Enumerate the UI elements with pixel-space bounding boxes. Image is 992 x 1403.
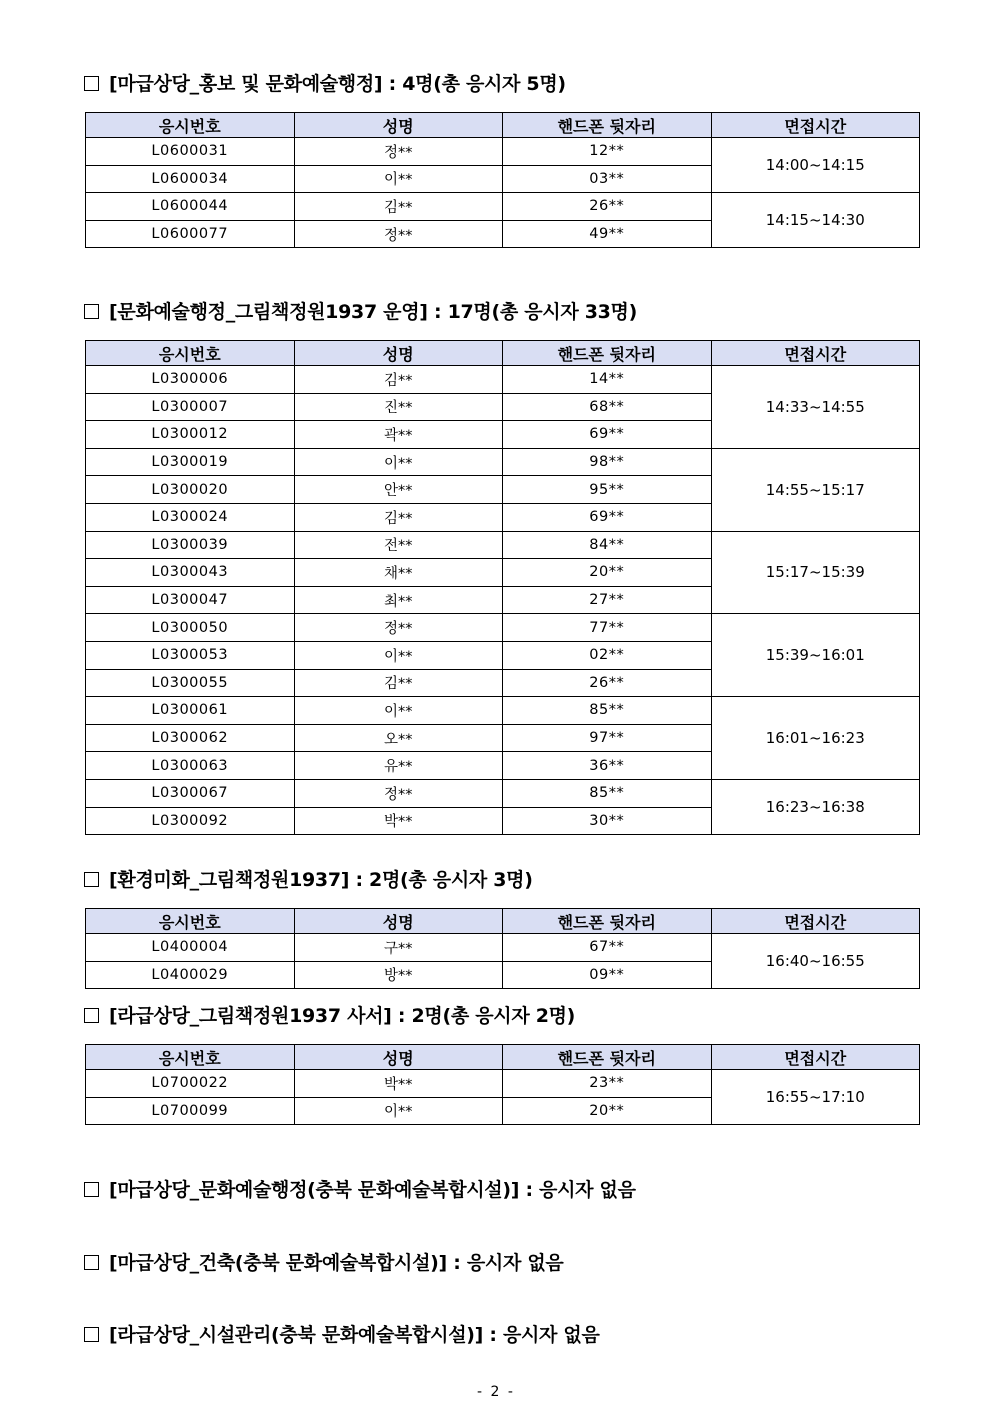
table-row bbox=[86, 138, 920, 166]
table-header-row bbox=[86, 113, 920, 138]
phone-suffix-cell: 26** bbox=[503, 669, 712, 697]
phone-suffix-cell: 49** bbox=[503, 220, 712, 248]
column-header: 핸드폰 뒷자리 bbox=[503, 909, 712, 934]
interview-time-cell: 16:40~16:55 bbox=[711, 934, 920, 989]
applicant-name-cell: 이** bbox=[294, 165, 503, 193]
schedule-table-3 bbox=[85, 908, 920, 989]
phone-suffix-cell: 26** bbox=[503, 193, 712, 221]
applicant-name-cell: 안** bbox=[294, 476, 503, 504]
phone-suffix-cell: 14** bbox=[503, 366, 712, 394]
applicant-name-cell: 방** bbox=[294, 961, 503, 989]
column-header: 핸드폰 뒷자리 bbox=[503, 341, 712, 366]
interview-time-cell: 14:33~14:55 bbox=[711, 366, 920, 449]
section-title-4: [라급상당_그림책정원1937 사서] : 2명(총 응시자 2명) bbox=[84, 1004, 575, 1028]
section-title-2: [문화예술행정_그림책정원1937 운영] : 17명(총 응시자 33명) bbox=[84, 300, 637, 324]
phone-suffix-cell: 23** bbox=[503, 1070, 712, 1098]
applicant-number-cell: L0400029 bbox=[86, 961, 295, 989]
applicant-name-cell: 김** bbox=[294, 503, 503, 531]
no-applicant-title-1: [마급상당_문화예술행정(충북 문화예술복합시설)] : 응시자 없음 bbox=[84, 1178, 636, 1202]
schedule-table-1 bbox=[85, 112, 920, 248]
table-row bbox=[86, 1070, 920, 1098]
section-title-1: [마급상당_홍보 및 문화예술행정] : 4명(총 응시자 5명) bbox=[84, 72, 566, 96]
applicant-name-cell: 최** bbox=[294, 586, 503, 614]
applicant-number-cell: L0300062 bbox=[86, 724, 295, 752]
applicant-number-cell: L0300019 bbox=[86, 448, 295, 476]
phone-suffix-cell: 02** bbox=[503, 641, 712, 669]
applicant-number-cell: L0300006 bbox=[86, 366, 295, 394]
phone-suffix-cell: 68** bbox=[503, 393, 712, 421]
phone-suffix-cell: 30** bbox=[503, 807, 712, 835]
applicant-name-cell: 오** bbox=[294, 724, 503, 752]
column-header: 성명 bbox=[294, 341, 503, 366]
interview-time-cell: 14:55~15:17 bbox=[711, 448, 920, 531]
applicant-number-cell: L0300012 bbox=[86, 421, 295, 449]
table-row bbox=[86, 448, 920, 476]
interview-time-cell: 15:17~15:39 bbox=[711, 531, 920, 614]
applicant-number-cell: L0300061 bbox=[86, 697, 295, 725]
phone-suffix-cell: 77** bbox=[503, 614, 712, 642]
applicant-number-cell: L0600077 bbox=[86, 220, 295, 248]
applicant-name-cell: 정** bbox=[294, 614, 503, 642]
applicant-number-cell: L0300092 bbox=[86, 807, 295, 835]
checkbox-square-icon bbox=[84, 304, 99, 319]
no-applicant-title-2: [마급상당_건축(충북 문화예술복합시설)] : 응시자 없음 bbox=[84, 1251, 563, 1275]
applicant-number-cell: L0300053 bbox=[86, 641, 295, 669]
phone-suffix-cell: 20** bbox=[503, 1097, 712, 1125]
column-header: 응시번호 bbox=[86, 113, 295, 138]
applicant-name-cell: 정** bbox=[294, 220, 503, 248]
applicant-number-cell: L0600044 bbox=[86, 193, 295, 221]
applicant-number-cell: L0300024 bbox=[86, 503, 295, 531]
applicant-name-cell: 박** bbox=[294, 807, 503, 835]
phone-suffix-cell: 36** bbox=[503, 752, 712, 780]
no-applicant-title-3: [라급상당_시설관리(충북 문화예술복합시설)] : 응시자 없음 bbox=[84, 1323, 600, 1347]
table-header-row bbox=[86, 1045, 920, 1070]
phone-suffix-cell: 85** bbox=[503, 779, 712, 807]
schedule-table-4 bbox=[85, 1044, 920, 1125]
applicant-name-cell: 김** bbox=[294, 669, 503, 697]
applicant-name-cell: 박** bbox=[294, 1070, 503, 1098]
table-row bbox=[86, 614, 920, 642]
column-header: 성명 bbox=[294, 909, 503, 934]
phone-suffix-cell: 98** bbox=[503, 448, 712, 476]
applicant-number-cell: L0300063 bbox=[86, 752, 295, 780]
applicant-number-cell: L0300055 bbox=[86, 669, 295, 697]
checkbox-square-icon bbox=[84, 872, 99, 887]
interview-time-cell: 14:15~14:30 bbox=[711, 193, 920, 248]
applicant-number-cell: L0300043 bbox=[86, 559, 295, 587]
phone-suffix-cell: 69** bbox=[503, 503, 712, 531]
table-row bbox=[86, 697, 920, 725]
applicant-name-cell: 정** bbox=[294, 138, 503, 166]
applicant-name-cell: 이** bbox=[294, 448, 503, 476]
phone-suffix-cell: 69** bbox=[503, 421, 712, 449]
interview-time-cell: 14:00~14:15 bbox=[711, 138, 920, 193]
applicant-name-cell: 김** bbox=[294, 193, 503, 221]
phone-suffix-cell: 09** bbox=[503, 961, 712, 989]
table-row bbox=[86, 193, 920, 221]
column-header: 면접시간 bbox=[711, 1045, 920, 1070]
applicant-number-cell: L0300050 bbox=[86, 614, 295, 642]
table-header-row bbox=[86, 341, 920, 366]
applicant-number-cell: L0300007 bbox=[86, 393, 295, 421]
phone-suffix-cell: 84** bbox=[503, 531, 712, 559]
applicant-name-cell: 정** bbox=[294, 779, 503, 807]
phone-suffix-cell: 97** bbox=[503, 724, 712, 752]
applicant-number-cell: L0400004 bbox=[86, 934, 295, 962]
phone-suffix-cell: 20** bbox=[503, 559, 712, 587]
applicant-number-cell: L0300020 bbox=[86, 476, 295, 504]
applicant-name-cell: 곽** bbox=[294, 421, 503, 449]
column-header: 핸드폰 뒷자리 bbox=[503, 1045, 712, 1070]
column-header: 면접시간 bbox=[711, 909, 920, 934]
applicant-number-cell: L0700022 bbox=[86, 1070, 295, 1098]
checkbox-square-icon bbox=[84, 1008, 99, 1023]
checkbox-square-icon bbox=[84, 1327, 99, 1342]
table-row bbox=[86, 934, 920, 962]
column-header: 응시번호 bbox=[86, 341, 295, 366]
checkbox-square-icon bbox=[84, 1255, 99, 1270]
applicant-name-cell: 이** bbox=[294, 697, 503, 725]
column-header: 핸드폰 뒷자리 bbox=[503, 113, 712, 138]
table-row bbox=[86, 779, 920, 807]
phone-suffix-cell: 67** bbox=[503, 934, 712, 962]
checkbox-square-icon bbox=[84, 1182, 99, 1197]
phone-suffix-cell: 95** bbox=[503, 476, 712, 504]
applicant-name-cell: 구** bbox=[294, 934, 503, 962]
schedule-table-2 bbox=[85, 340, 920, 835]
applicant-name-cell: 유** bbox=[294, 752, 503, 780]
column-header: 응시번호 bbox=[86, 1045, 295, 1070]
applicant-number-cell: L0300047 bbox=[86, 586, 295, 614]
phone-suffix-cell: 85** bbox=[503, 697, 712, 725]
column-header: 성명 bbox=[294, 113, 503, 138]
applicant-name-cell: 이** bbox=[294, 641, 503, 669]
phone-suffix-cell: 03** bbox=[503, 165, 712, 193]
applicant-name-cell: 이** bbox=[294, 1097, 503, 1125]
column-header: 면접시간 bbox=[711, 341, 920, 366]
column-header: 성명 bbox=[294, 1045, 503, 1070]
applicant-number-cell: L0600034 bbox=[86, 165, 295, 193]
interview-time-cell: 16:01~16:23 bbox=[711, 697, 920, 780]
applicant-number-cell: L0300067 bbox=[86, 779, 295, 807]
phone-suffix-cell: 27** bbox=[503, 586, 712, 614]
interview-time-cell: 15:39~16:01 bbox=[711, 614, 920, 697]
applicant-number-cell: L0700099 bbox=[86, 1097, 295, 1125]
column-header: 응시번호 bbox=[86, 909, 295, 934]
applicant-number-cell: L0300039 bbox=[86, 531, 295, 559]
table-row bbox=[86, 366, 920, 394]
page-number: - 2 - bbox=[477, 1384, 515, 1400]
applicant-name-cell: 김** bbox=[294, 366, 503, 394]
checkbox-square-icon bbox=[84, 76, 99, 91]
applicant-name-cell: 채** bbox=[294, 559, 503, 587]
interview-time-cell: 16:55~17:10 bbox=[711, 1070, 920, 1125]
table-row bbox=[86, 531, 920, 559]
applicant-name-cell: 전** bbox=[294, 531, 503, 559]
interview-time-cell: 16:23~16:38 bbox=[711, 779, 920, 834]
column-header: 면접시간 bbox=[711, 113, 920, 138]
section-title-3: [환경미화_그림책정원1937] : 2명(총 응시자 3명) bbox=[84, 868, 533, 892]
phone-suffix-cell: 12** bbox=[503, 138, 712, 166]
applicant-name-cell: 진** bbox=[294, 393, 503, 421]
applicant-number-cell: L0600031 bbox=[86, 138, 295, 166]
table-header-row bbox=[86, 909, 920, 934]
